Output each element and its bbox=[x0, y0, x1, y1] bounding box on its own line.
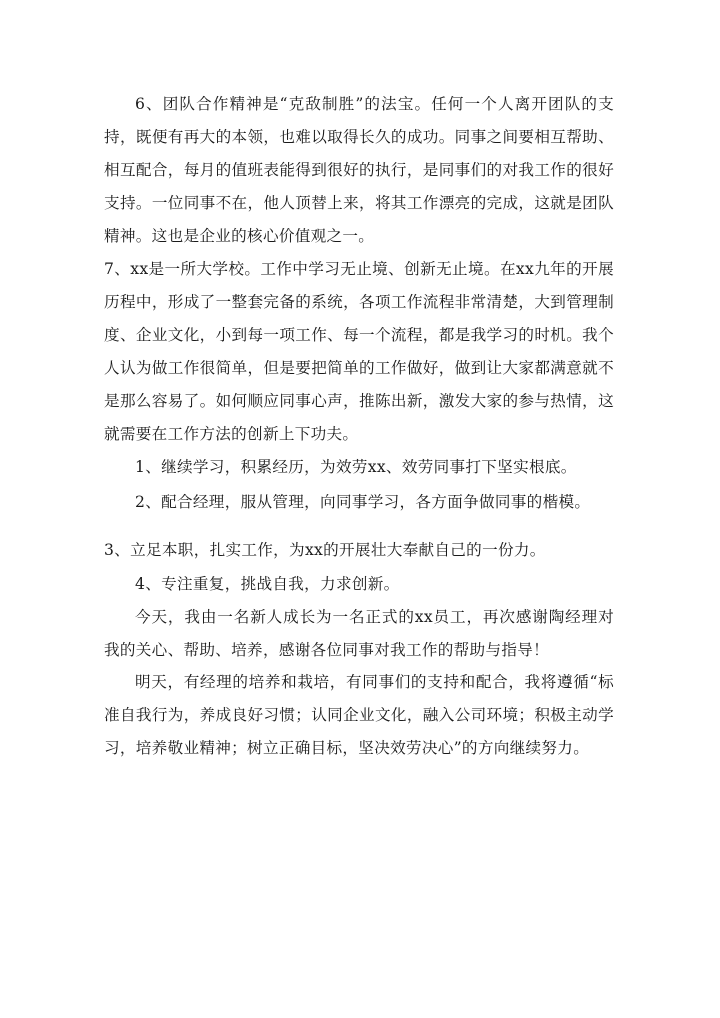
plan-item-2: 2、配合经理，服从管理，向同事学习，各方面争做同事的楷模。 bbox=[135, 493, 591, 511]
plan-item-1: 1、继续学习，积累经历，为效劳xx、效劳同事打下坚实根底。 bbox=[135, 458, 577, 476]
paragraph-today: 今天，我由一名新人成长为一名正式的xx员工，再次感谢陶经理对我的关心、帮助、培养，感谢各位同事对我工作的帮助与指导！ bbox=[104, 608, 614, 659]
paragraph-tomorrow: 明天，有经理的培养和栽培，有同事们的支持和配合，我将遵循“标准自我行为，养成良好习惯；认同企业文化，融入公司环境；积极主动学习，培养敬业精神；树立正确目标，坚决效劳决心”的方向继续努力。 bbox=[104, 673, 614, 757]
paragraph-item-7-learning: 7、xx是一所大学校。工作中学习无止境、创新无止境。在xx九年的开展历程中，形成了一整套完备的系统，各项工作流程非常清楚，大到管理制度、企业文化，小到每一项工作、每一个流程，都是我学习的时机。我个人认为做工作很简单，但是要把简单的工作做好，做到让大家都满意就不是那么容易了。如何顺应同事心声，推陈出新，激发大家的参与热情，这就需要在工作方法的创新上下功夫。 bbox=[104, 260, 614, 443]
plan-item-3: 3、立足本职，扎实工作，为xx的开展壮大奉献自己的一份力。 bbox=[104, 541, 546, 559]
plan-item-4: 4、专注重复，挑战自我，力求创新。 bbox=[135, 575, 400, 593]
paragraph-item-6-teamwork: 6、团队合作精神是“克敌制胜”的法宝。任何一个人离开团队的支持，既便有再大的本领，也难以取得长久的成功。同事之间要相互帮助、相互配合，每月的值班表能得到很好的执行，是同事们的对我工作的很好支持。一位同事不在，他人顶替上来，将其工作漂亮的完成，这就是团队精神。这也是企业的核心价值观之一。 bbox=[104, 95, 614, 245]
